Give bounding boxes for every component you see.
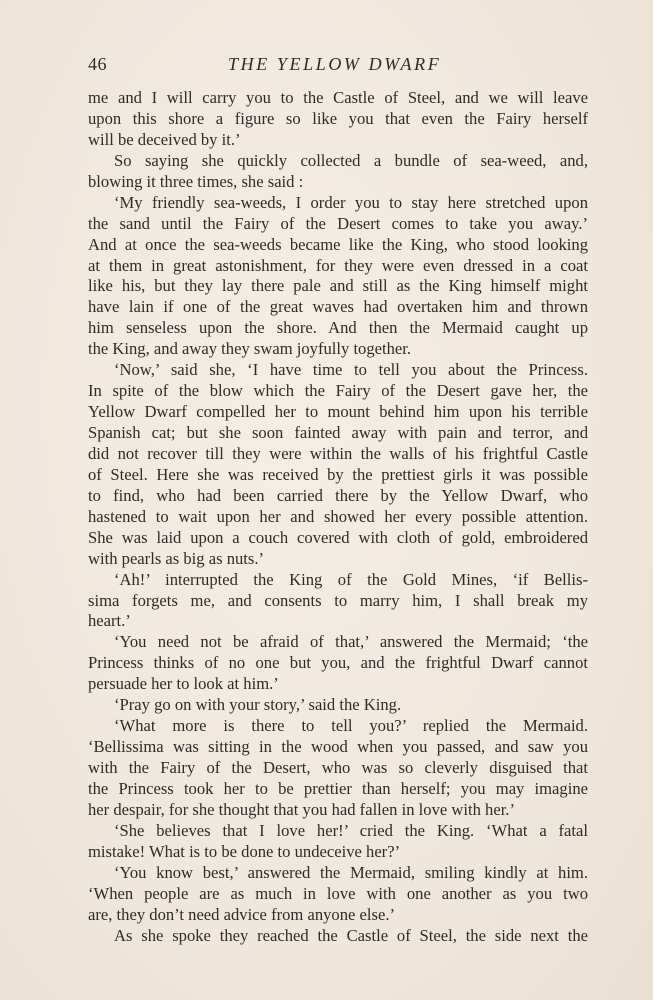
text-line: the King, and away they swam joyfully together.: [88, 339, 412, 359]
body-text: [88, 88, 588, 946]
text-line: with pearls as big as nuts.’: [88, 548, 265, 568]
text-line: the Princess took her to be prettier than herself; you may imagine: [88, 778, 588, 798]
text-line: Yellow Dwarf compelled her to mount behind him upon his terrible: [88, 402, 588, 422]
text-line: heart.’: [88, 611, 131, 631]
text-line: mistake! What is to be done to undeceive her?’: [88, 841, 401, 861]
text-line: She was laid upon a couch covered with cloth of gold, embroidered: [88, 527, 588, 547]
text-line: at them in great astonishment, for they were even dressed in a coat: [88, 255, 588, 275]
text-line: ‘Ah!’ interrupted the King of the Gold Mines, ‘if Bellis-: [114, 569, 588, 589]
text-line: ‘What more is there to tell you?’ replied the Mermaid.: [114, 716, 588, 736]
text-line: ‘Pray go on with your story,’ said the King.: [114, 695, 402, 715]
text-line: persuade her to look at him.’: [88, 674, 279, 694]
text-line: upon this shore a figure so like you that even the Fairy herself: [88, 108, 588, 128]
text-line: ‘My friendly sea-weeds, I order you to stay here stretched upon: [114, 192, 588, 212]
text-line: hastened to wait upon her and showed her every possible attention.: [88, 506, 588, 526]
text-line: to find, who had been carried there by the Yellow Dwarf, who: [88, 485, 588, 505]
text-line: the sand until the Fairy of the Desert comes to take you away.’: [88, 213, 588, 233]
text-line: like his, but they lay there pale and still as the King himself might: [88, 276, 588, 296]
text-line: So saying she quickly collected a bundle of sea-weed, and,: [114, 150, 588, 170]
text-line: In spite of the blow which the Fairy of the Desert gave her, the: [88, 381, 588, 401]
text-line: As she spoke they reached the Castle of Steel, the side next the: [114, 925, 588, 945]
running-head: [88, 54, 578, 78]
text-line: her despair, for she thought that you had fallen in love with her.’: [88, 799, 515, 819]
text-line: him senseless upon the shore. And then the Mermaid caught up: [88, 318, 588, 338]
text-line: ‘Now,’ said she, ‘I have time to tell you about the Princess.: [114, 360, 588, 380]
text-line: did not recover till they were within the walls of his frightful Castle: [88, 443, 588, 463]
text-line: Spanish cat; but she soon fainted away with pain and terror, and: [88, 423, 588, 442]
text-line: will be deceived by it.’: [88, 129, 241, 149]
page-number: 46: [88, 54, 107, 74]
text-line: are, they don’t need advice from anyone else.’: [88, 904, 396, 924]
text-line: Princess thinks of no one but you, and the frightful Dwarf cannot: [88, 653, 588, 673]
text-line: ‘You need not be afraid of that,’ answered the Mermaid; ‘the: [114, 632, 588, 652]
text-line: blowing it three times, she said :: [88, 171, 304, 191]
text-line: ‘Bellissima was sitting in the wood when you passed, and saw you: [88, 737, 588, 757]
text-line: have lain if one of the great waves had overtaken him and thrown: [88, 297, 588, 317]
text-line: sima forgets me, and consents to marry him, I shall break my: [88, 590, 588, 610]
text-line: me and I will carry you to the Castle of Steel, and we will leave: [88, 88, 588, 107]
text-line: with the Fairy of the Desert, who was so cleverly disguised that: [88, 758, 588, 777]
text-line: ‘You know best,’ answered the Mermaid, smiling kindly at him.: [114, 862, 588, 882]
text-line: ‘When people are as much in love with one another as you two: [88, 883, 588, 903]
text-line: And at once the sea-weeds became like the King, who stood looking: [88, 234, 588, 254]
chapter-title: THE YELLOW DWARF: [228, 54, 442, 74]
text-line: ‘She believes that I love her!’ cried the King. ‘What a fatal: [114, 820, 588, 840]
text-line: of Steel. Here she was received by the prettiest girls it was possible: [88, 464, 588, 484]
